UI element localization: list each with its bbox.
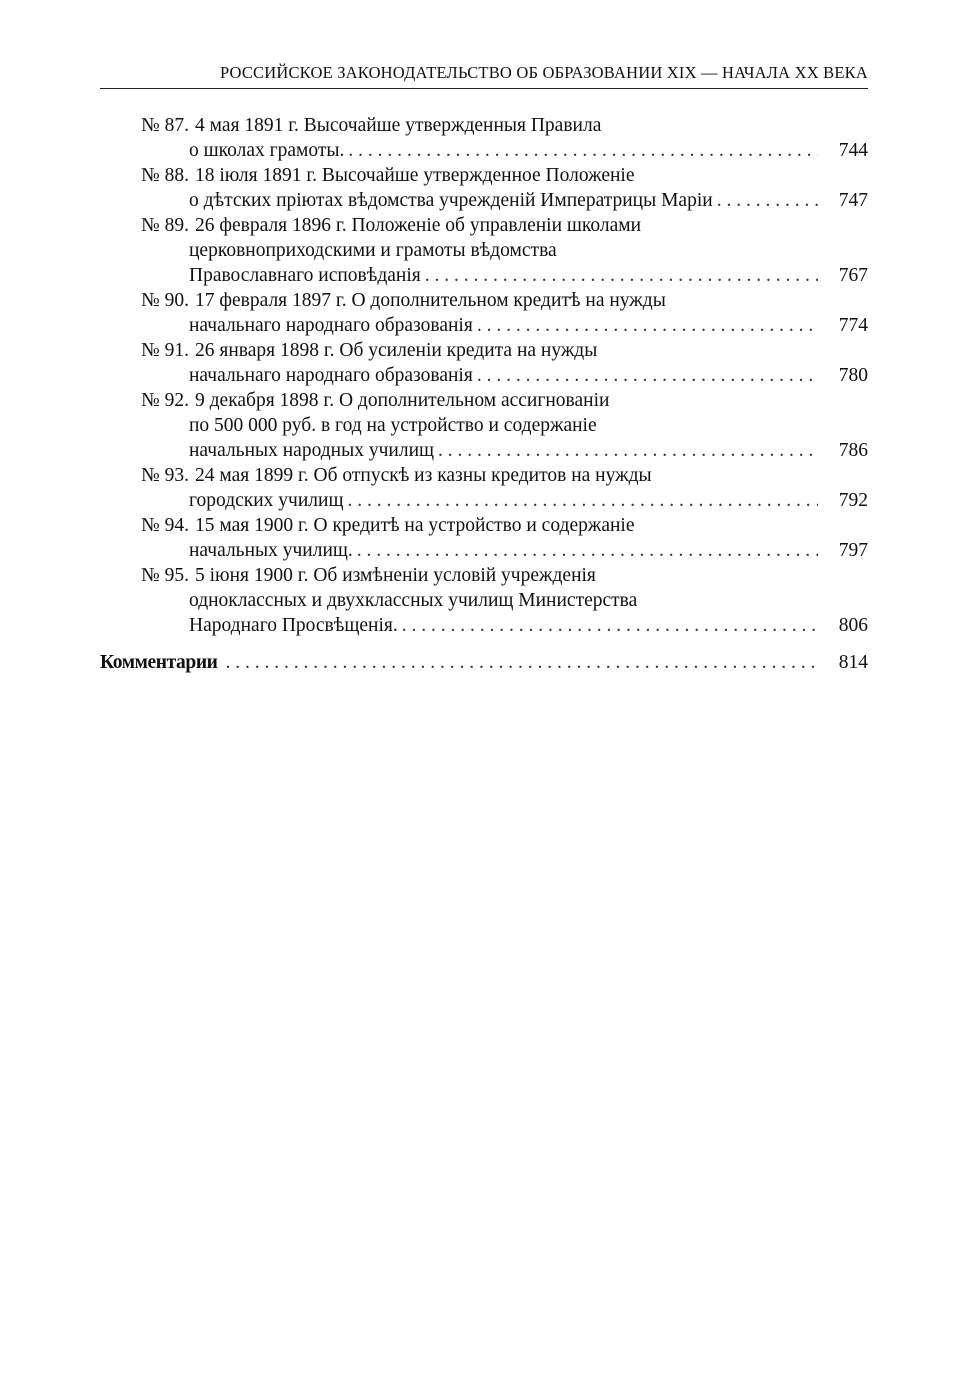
dot-leader — [402, 613, 818, 638]
toc-entry[interactable] — [100, 163, 868, 213]
entry-page-number: 744 — [838, 140, 868, 161]
entry-number: № 88. — [141, 165, 189, 186]
dot-leader — [717, 188, 818, 213]
entry-page-number: 797 — [838, 540, 868, 561]
entry-title-line: церковноприходскими и грамоты вѣдомства — [189, 240, 557, 261]
entry-title-line: начальнаго народнаго образованія — [189, 315, 473, 336]
dot-leader — [226, 650, 819, 675]
entry-title-line: о дѣтских пріютах вѣдомства учрежденій Императрицы Маріи — [189, 190, 713, 211]
entry-title-line: 15 мая 1900 г. О кредитѣ на устройство и содержаніе — [195, 515, 635, 536]
entry-number: № 91. — [141, 340, 189, 361]
toc-entry[interactable] — [100, 563, 868, 638]
header-rule — [100, 88, 868, 89]
dot-leader — [348, 138, 818, 163]
toc-entry[interactable] — [100, 463, 868, 513]
entry-title-line: 5 іюня 1900 г. Об измѣненіи условій учрежденія — [195, 565, 596, 586]
entry-number: № 92. — [141, 390, 189, 411]
comments-label: Комментарии — [100, 652, 218, 673]
table-of-contents — [100, 113, 868, 675]
entry-page-number: 747 — [838, 190, 868, 211]
dot-leader — [438, 438, 818, 463]
entry-title-line: начальных народных училищ — [189, 440, 435, 461]
toc-entry[interactable] — [100, 338, 868, 388]
entry-title-line: по 500 000 руб. в год на устройство и содержаніе — [189, 415, 597, 436]
entry-title-line: начальнаго народнаго образованія — [189, 365, 473, 386]
entry-title-line: городских училищ — [189, 490, 344, 511]
entry-number: № 90. — [141, 290, 189, 311]
entry-number: № 93. — [141, 465, 189, 486]
entry-title-line: Православнаго исповѣданія — [189, 265, 421, 286]
toc-entry[interactable] — [100, 113, 868, 163]
dot-leader — [348, 488, 819, 513]
toc-entry[interactable] — [100, 213, 868, 288]
toc-entry[interactable] — [100, 288, 868, 338]
entry-title-line: одноклассных и двухклассных училищ Министерства — [189, 590, 638, 611]
dot-leader — [357, 538, 818, 563]
dot-leader — [477, 363, 818, 388]
entry-number: № 87. — [141, 115, 189, 136]
entry-page-number: 774 — [838, 315, 868, 336]
entry-number: № 94. — [141, 515, 189, 536]
entry-page-number: 786 — [838, 440, 868, 461]
entry-page-number: 780 — [838, 365, 868, 386]
entry-page-number: 767 — [838, 265, 868, 286]
entry-title-line: начальных училищ. — [189, 540, 353, 561]
entry-title-line: 24 мая 1899 г. Об отпускѣ из казны кредитов на нужды — [195, 465, 652, 486]
entry-number: № 95. — [141, 565, 189, 586]
entry-title-line: 26 февраля 1896 г. Положеніе об управленіи школами — [195, 215, 642, 236]
entry-page-number: 792 — [838, 490, 868, 511]
entry-title-line: 26 января 1898 г. Об усиленіи кредита на нужды — [195, 340, 598, 361]
toc-entry[interactable] — [100, 513, 868, 563]
running-head: РОССИЙСКОЕ ЗАКОНОДАТЕЛЬСТВО ОБ ОБРАЗОВАНИИ XIX — НАЧАЛА XX ВЕКА — [219, 63, 868, 82]
comments-page-number: 814 — [838, 652, 868, 673]
dot-leader — [477, 313, 818, 338]
dot-leader — [425, 263, 818, 288]
entry-page-number: 806 — [838, 615, 868, 636]
toc-entry-comments[interactable] — [100, 650, 868, 675]
entry-title-line: 4 мая 1891 г. Высочайше утвержденныя Правила — [195, 115, 602, 136]
entry-title-line: Народнаго Просвѣщенія. — [189, 615, 398, 636]
entry-title-line: 9 декабря 1898 г. О дополнительном ассигнованіи — [195, 390, 610, 411]
entry-title-line: 17 февраля 1897 г. О дополнительном кредитѣ на нужды — [195, 290, 666, 311]
entry-title-line: о школах грамоты. — [189, 140, 345, 161]
entry-number: № 89. — [141, 215, 189, 236]
toc-entry[interactable] — [100, 388, 868, 463]
entry-title-line: 18 іюля 1891 г. Высочайше утвержденное Положеніе — [195, 165, 635, 186]
